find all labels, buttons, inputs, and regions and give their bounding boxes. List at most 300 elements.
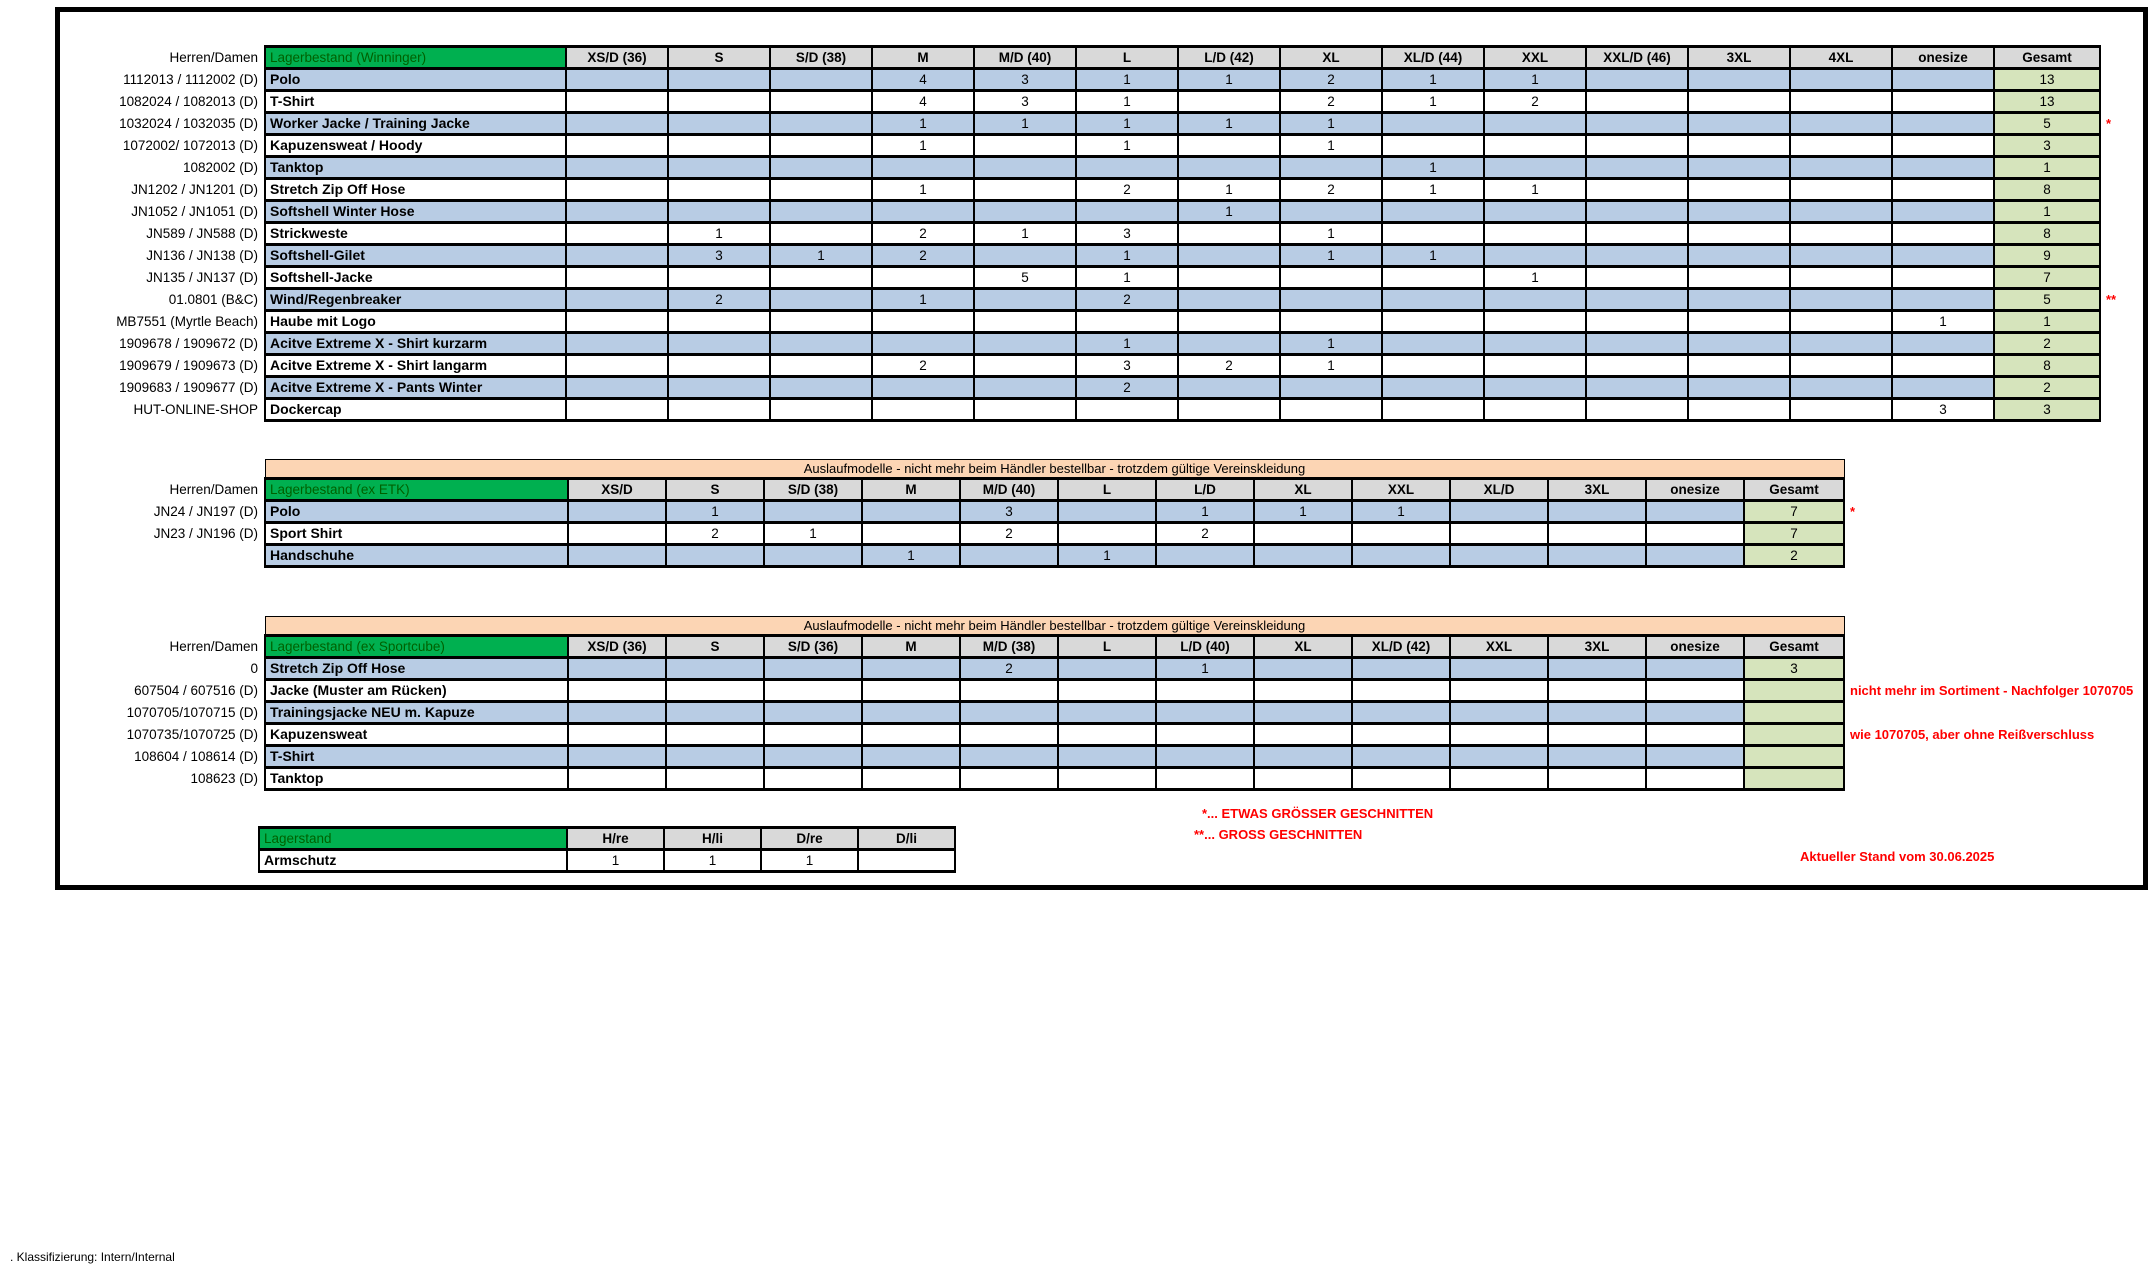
size-value <box>1280 311 1382 333</box>
size-value <box>566 289 668 311</box>
size-value <box>1382 399 1484 421</box>
size-column-header: M <box>872 47 974 69</box>
size-value <box>566 157 668 179</box>
size-value <box>1892 157 1994 179</box>
size-value <box>1382 135 1484 157</box>
size-value <box>1178 377 1280 399</box>
size-value <box>1688 289 1790 311</box>
size-value <box>1892 179 1994 201</box>
row-note <box>2100 311 2116 333</box>
row-note <box>2100 223 2116 245</box>
gesamt-header: Gesamt <box>1994 47 2100 69</box>
size-column-header: M/D (40) <box>974 47 1076 69</box>
article-number: 108623 (D) <box>190 771 258 786</box>
item-name: Jacke (Muster am Rücken) <box>265 680 568 702</box>
item-name: Acitve Extreme X - Shirt langarm <box>265 355 566 377</box>
gesamt-value: 8 <box>1994 223 2100 245</box>
row-note <box>2100 179 2116 201</box>
article-number: JN24 / JN197 (D) <box>153 504 258 519</box>
size-value <box>1646 680 1744 702</box>
size-value <box>1484 311 1586 333</box>
size-value: 2 <box>872 355 974 377</box>
size-value: 1 <box>1156 658 1254 680</box>
header-row <box>259 828 955 850</box>
gesamt-value: 1 <box>1994 311 2100 333</box>
table-row <box>70 113 2116 135</box>
size-value: 1 <box>872 289 974 311</box>
size-column-header: onesize <box>1646 479 1744 501</box>
size-value <box>666 746 764 768</box>
table-row <box>70 702 2133 724</box>
size-value <box>1280 399 1382 421</box>
table-row <box>70 157 2116 179</box>
size-column-header: M <box>862 479 960 501</box>
size-value <box>566 113 668 135</box>
size-column-header: XS/D <box>568 479 666 501</box>
size-value <box>568 768 666 790</box>
article-number: JN1052 / JN1051 (D) <box>131 204 258 219</box>
size-value <box>770 311 872 333</box>
size-value: 1 <box>1178 69 1280 91</box>
size-value <box>1280 267 1382 289</box>
size-value <box>1688 113 1790 135</box>
size-value <box>1790 91 1892 113</box>
size-value <box>1382 355 1484 377</box>
size-column-header: XL/D (42) <box>1352 636 1450 658</box>
size-value: 1 <box>974 223 1076 245</box>
size-value: 1 <box>1280 113 1382 135</box>
header-row <box>70 47 2116 69</box>
size-column-header: XXL <box>1352 479 1450 501</box>
size-column-header: L <box>1058 479 1156 501</box>
size-value <box>1058 724 1156 746</box>
size-value <box>1352 523 1450 545</box>
size-value <box>568 702 666 724</box>
size-value <box>1790 69 1892 91</box>
gesamt-value: 13 <box>1994 91 2100 113</box>
size-value: 1 <box>1484 69 1586 91</box>
size-value <box>566 135 668 157</box>
size-value: 3 <box>668 245 770 267</box>
size-value: 2 <box>872 245 974 267</box>
gesamt-value: 5 <box>1994 289 2100 311</box>
size-value: 1 <box>1484 179 1586 201</box>
size-value <box>1586 223 1688 245</box>
gesamt-value: 7 <box>1994 267 2100 289</box>
size-value: 4 <box>872 91 974 113</box>
row-note <box>2100 47 2116 69</box>
size-value: 1 <box>872 135 974 157</box>
row-note <box>2100 245 2116 267</box>
table-row <box>70 724 2133 746</box>
size-value <box>668 113 770 135</box>
size-value <box>770 201 872 223</box>
size-column-header: XL/D (44) <box>1382 47 1484 69</box>
row-note <box>1844 768 2133 790</box>
size-value <box>1076 311 1178 333</box>
size-value <box>566 311 668 333</box>
size-value: 1 <box>1076 91 1178 113</box>
size-value <box>1892 333 1994 355</box>
size-value <box>566 91 668 113</box>
size-value: 1 <box>1280 245 1382 267</box>
size-value: 1 <box>1382 179 1484 201</box>
size-value <box>1352 545 1450 567</box>
size-value: 1 <box>1892 311 1994 333</box>
row-note <box>1844 523 1855 545</box>
size-value <box>764 724 862 746</box>
banner-spacer <box>70 460 265 479</box>
size-value: 1 <box>668 223 770 245</box>
gesamt-value: 3 <box>1744 658 1844 680</box>
size-value <box>1892 245 1994 267</box>
size-value <box>668 157 770 179</box>
size-value <box>1790 157 1892 179</box>
gesamt-value <box>1744 680 1844 702</box>
size-value <box>566 223 668 245</box>
size-value: 3 <box>1076 223 1178 245</box>
size-value <box>974 245 1076 267</box>
item-name: Handschuhe <box>265 545 568 567</box>
size-value <box>1382 223 1484 245</box>
size-column-header: XL <box>1254 479 1352 501</box>
gesamt-value: 13 <box>1994 69 2100 91</box>
size-value: 1 <box>1254 501 1352 523</box>
size-value <box>974 399 1076 421</box>
size-value <box>666 680 764 702</box>
size-value <box>770 69 872 91</box>
size-value <box>1484 245 1586 267</box>
size-value <box>974 355 1076 377</box>
size-column-header: XL <box>1280 47 1382 69</box>
size-value <box>1484 223 1586 245</box>
size-value: 1 <box>974 113 1076 135</box>
size-value <box>568 746 666 768</box>
size-value <box>1892 201 1994 223</box>
size-value: 1 <box>1076 113 1178 135</box>
size-column-header: XL <box>1254 636 1352 658</box>
table-row <box>70 545 1855 567</box>
size-value <box>1688 91 1790 113</box>
size-value <box>1352 680 1450 702</box>
size-value <box>1586 289 1688 311</box>
size-value: 2 <box>872 223 974 245</box>
size-value <box>1058 746 1156 768</box>
size-value <box>960 545 1058 567</box>
size-value <box>974 179 1076 201</box>
gesamt-value: 9 <box>1994 245 2100 267</box>
table-row <box>70 746 2133 768</box>
size-value: 2 <box>1076 179 1178 201</box>
size-value <box>1586 333 1688 355</box>
size-value <box>566 201 668 223</box>
row-note <box>2100 355 2116 377</box>
size-value <box>1484 135 1586 157</box>
size-value <box>1790 355 1892 377</box>
size-value <box>1280 289 1382 311</box>
article-number: 1909678 / 1909672 (D) <box>119 336 258 351</box>
size-value <box>764 768 862 790</box>
size-value: 2 <box>1280 179 1382 201</box>
footnote-large-cut: **... GROSS GESCHNITTEN <box>1194 827 1363 842</box>
size-value <box>1892 223 1994 245</box>
footnote-larger-cut: *... ETWAS GRÖSSER GESCHNITTEN <box>1202 806 1434 821</box>
size-value <box>1688 377 1790 399</box>
size-column-header: S/D (38) <box>764 479 862 501</box>
row-note: * <box>2106 116 2112 131</box>
size-column-header: XXL/D (46) <box>1586 47 1688 69</box>
table-row <box>70 680 2133 702</box>
size-value: 1 <box>1382 69 1484 91</box>
size-column-header: L/D (40) <box>1156 636 1254 658</box>
size-value <box>1688 311 1790 333</box>
size-value <box>1352 658 1450 680</box>
size-value <box>764 746 862 768</box>
size-value: 1 <box>1178 201 1280 223</box>
size-value <box>1178 245 1280 267</box>
size-value <box>1450 702 1548 724</box>
size-value <box>1254 658 1352 680</box>
header-row <box>70 479 1855 501</box>
table-title: Lagerbestand (ex Sportcube) <box>265 636 568 658</box>
size-value: 2 <box>1280 91 1382 113</box>
size-value <box>1178 135 1280 157</box>
table-row <box>70 69 2116 91</box>
size-value <box>1280 377 1382 399</box>
size-value <box>1586 157 1688 179</box>
size-value <box>1254 523 1352 545</box>
size-value <box>1790 289 1892 311</box>
side-column-header: D/li <box>858 828 955 850</box>
row-note <box>2100 377 2116 399</box>
size-value <box>1450 768 1548 790</box>
stock-table-ex-etk <box>70 459 1855 568</box>
size-column-header: S <box>666 636 764 658</box>
size-value <box>974 157 1076 179</box>
item-name: Polo <box>265 501 568 523</box>
side-column-header: H/re <box>567 828 664 850</box>
size-column-header: S <box>668 47 770 69</box>
size-value: 1 <box>1484 267 1586 289</box>
table-winninger <box>70 45 2116 422</box>
row-note <box>2100 399 2116 421</box>
article-number: MB7551 (Myrtle Beach) <box>116 314 258 329</box>
size-column-header: onesize <box>1892 47 1994 69</box>
table-row <box>70 355 2116 377</box>
size-column-header: M <box>862 636 960 658</box>
table-row <box>70 658 2133 680</box>
side-value: 1 <box>664 850 761 872</box>
size-column-header: 3XL <box>1548 479 1646 501</box>
size-value <box>1892 267 1994 289</box>
size-value <box>764 501 862 523</box>
size-value <box>1450 746 1548 768</box>
discontinued-banner: Auslaufmodelle - nicht mehr beim Händler bestellbar - trotzdem gültige Vereinskleidung <box>265 460 1844 479</box>
size-value <box>764 545 862 567</box>
size-value <box>1586 113 1688 135</box>
size-value <box>1688 355 1790 377</box>
size-value <box>1484 355 1586 377</box>
size-value <box>668 333 770 355</box>
gesamt-value: 3 <box>1994 135 2100 157</box>
size-value <box>568 680 666 702</box>
size-value <box>668 135 770 157</box>
size-value: 2 <box>960 658 1058 680</box>
table-row <box>259 850 955 872</box>
size-value <box>668 69 770 91</box>
size-value <box>1586 267 1688 289</box>
size-column-header: S/D (36) <box>764 636 862 658</box>
size-value <box>1280 157 1382 179</box>
size-value <box>566 333 668 355</box>
size-value: 3 <box>974 69 1076 91</box>
size-value <box>1688 69 1790 91</box>
size-value <box>1450 724 1548 746</box>
size-value <box>1382 113 1484 135</box>
size-value <box>1548 523 1646 545</box>
size-value <box>1058 658 1156 680</box>
size-value <box>1790 179 1892 201</box>
table-title: Lagerbestand (Winninger) <box>265 47 566 69</box>
size-value <box>1892 355 1994 377</box>
item-name: Wind/Regenbreaker <box>265 289 566 311</box>
article-number: JN135 / JN137 (D) <box>146 270 258 285</box>
row-note: nicht mehr im Sortiment - Nachfolger 1070705 <box>1850 683 2134 698</box>
gesamt-value <box>1744 724 1844 746</box>
item-name: Stretch Zip Off Hose <box>265 179 566 201</box>
table-lagerstand <box>258 826 956 873</box>
size-value: 3 <box>960 501 1058 523</box>
size-value <box>1156 724 1254 746</box>
item-name: Dockercap <box>265 399 566 421</box>
size-value: 1 <box>1076 135 1178 157</box>
size-value <box>1646 724 1744 746</box>
size-value: 1 <box>1076 267 1178 289</box>
item-name: Tanktop <box>265 157 566 179</box>
size-value <box>1450 658 1548 680</box>
size-value <box>1586 91 1688 113</box>
size-value <box>1382 267 1484 289</box>
size-value <box>1790 311 1892 333</box>
item-name: Softshell-Jacke <box>265 267 566 289</box>
size-value <box>1058 523 1156 545</box>
size-value <box>1254 545 1352 567</box>
size-value <box>872 267 974 289</box>
size-value: 1 <box>1280 355 1382 377</box>
gesamt-value: 7 <box>1744 523 1844 545</box>
size-value <box>960 680 1058 702</box>
size-value <box>1178 289 1280 311</box>
size-value <box>770 289 872 311</box>
size-value <box>1156 746 1254 768</box>
article-number: 108604 / 108614 (D) <box>134 749 258 764</box>
size-column-header: 3XL <box>1688 47 1790 69</box>
size-value <box>1586 179 1688 201</box>
row-note: wie 1070705, aber ohne Reißverschluss <box>1850 727 2095 742</box>
size-value <box>862 680 960 702</box>
size-value <box>1548 680 1646 702</box>
size-value: 1 <box>872 179 974 201</box>
size-value <box>1254 702 1352 724</box>
item-name: Softshell-Gilet <box>265 245 566 267</box>
size-value <box>1484 377 1586 399</box>
size-value <box>1484 399 1586 421</box>
item-name: T-Shirt <box>265 91 566 113</box>
size-value <box>1352 768 1450 790</box>
size-value: 1 <box>1382 91 1484 113</box>
size-value <box>1254 724 1352 746</box>
size-value <box>566 245 668 267</box>
item-name: Kapuzensweat / Hoody <box>265 135 566 157</box>
size-value <box>1548 724 1646 746</box>
table-row <box>70 179 2116 201</box>
size-column-header: 3XL <box>1548 636 1646 658</box>
size-value <box>1790 245 1892 267</box>
gesamt-value: 2 <box>1744 545 1844 567</box>
item-name: Trainingsjacke NEU m. Kapuze <box>265 702 568 724</box>
size-value <box>974 377 1076 399</box>
size-value <box>1892 135 1994 157</box>
size-value <box>1586 311 1688 333</box>
row-note <box>1844 702 2133 724</box>
size-value <box>770 377 872 399</box>
row-note <box>2100 157 2116 179</box>
size-value <box>960 724 1058 746</box>
item-name: Worker Jacke / Training Jacke <box>265 113 566 135</box>
size-value <box>770 223 872 245</box>
item-name: T-Shirt <box>265 746 568 768</box>
size-value <box>1688 135 1790 157</box>
table-row <box>70 377 2116 399</box>
size-value <box>1156 702 1254 724</box>
size-value <box>1646 501 1744 523</box>
size-value <box>668 179 770 201</box>
size-value <box>666 768 764 790</box>
size-value <box>668 377 770 399</box>
size-value: 3 <box>1892 399 1994 421</box>
item-name: Haube mit Logo <box>265 311 566 333</box>
item-name: Acitve Extreme X - Shirt kurzarm <box>265 333 566 355</box>
size-value <box>568 658 666 680</box>
size-value <box>770 333 872 355</box>
item-name: Tanktop <box>265 768 568 790</box>
size-value: 1 <box>1076 69 1178 91</box>
size-value <box>1484 289 1586 311</box>
row-note <box>2100 135 2116 157</box>
size-value <box>1058 702 1156 724</box>
size-value: 1 <box>1178 179 1280 201</box>
gesamt-value: 8 <box>1994 179 2100 201</box>
size-value <box>566 69 668 91</box>
article-number: JN136 / JN138 (D) <box>146 248 258 263</box>
size-value <box>666 724 764 746</box>
row-note <box>1844 746 2133 768</box>
gesamt-value <box>1744 702 1844 724</box>
size-value <box>974 311 1076 333</box>
table-row <box>70 135 2116 157</box>
discontinued-banner: Auslaufmodelle - nicht mehr beim Händler bestellbar - trotzdem gültige Vereinskleidung <box>265 617 1844 636</box>
size-value <box>1058 501 1156 523</box>
size-value <box>764 658 862 680</box>
article-number <box>70 545 265 567</box>
size-value <box>1646 523 1744 545</box>
gesamt-header: Gesamt <box>1744 479 1844 501</box>
date-note: Aktueller Stand vom 30.06.2025 <box>1800 849 1995 864</box>
size-value <box>1586 69 1688 91</box>
size-value <box>1548 658 1646 680</box>
size-column-header: onesize <box>1646 636 1744 658</box>
size-value <box>1646 545 1744 567</box>
